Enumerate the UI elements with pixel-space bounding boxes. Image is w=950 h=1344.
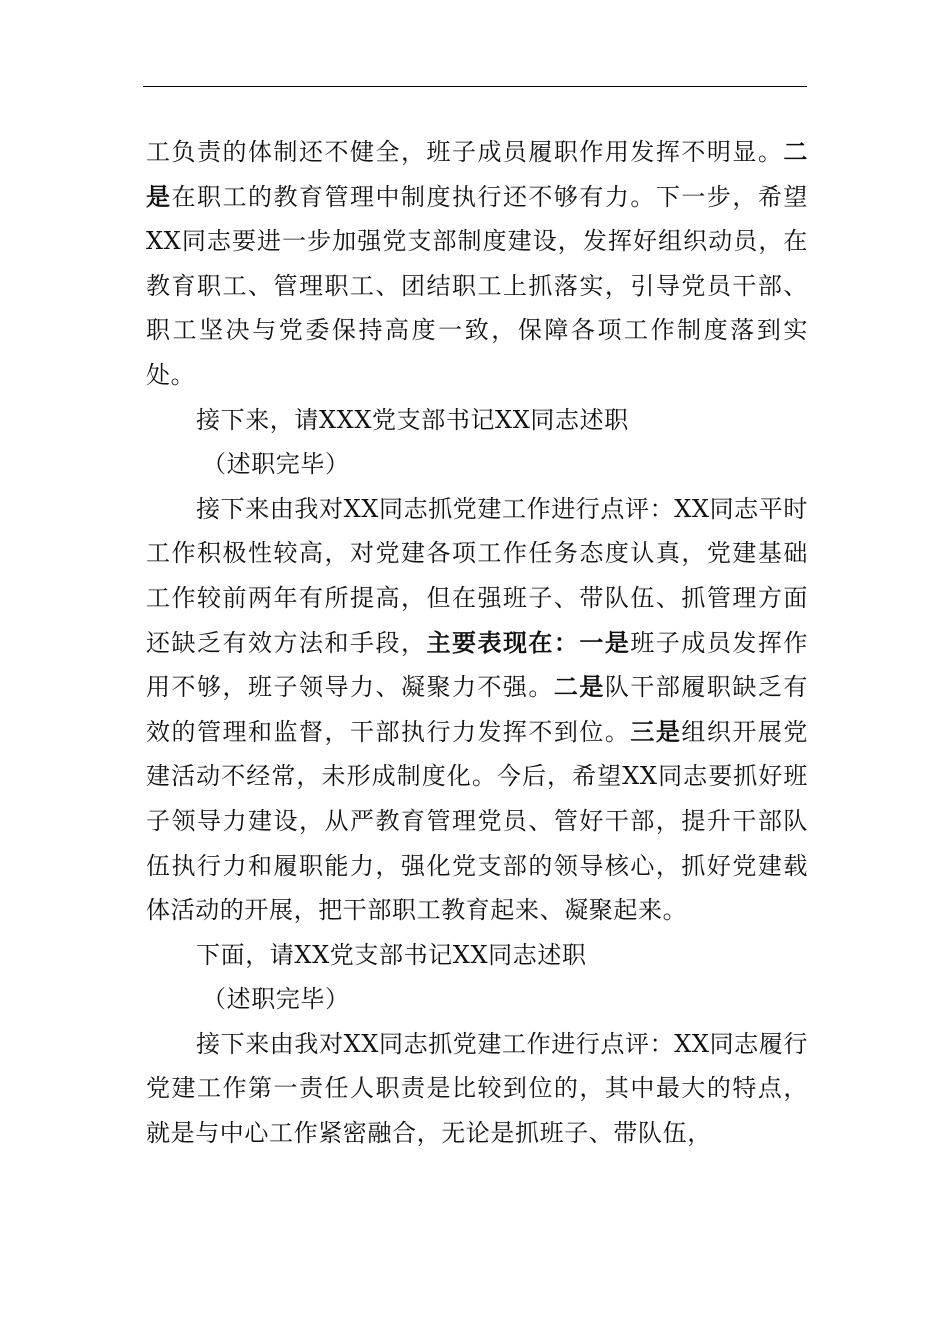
bold-text: 三是 (630, 716, 682, 746)
document-body (146, 130, 808, 1156)
text-run: 在职工的教育管理中制度执行还不够有力。下一步，希望XX同志要进一步加强党支部制度建设，发挥好组织动员，在教育职工、管理职工、团结职工上抓落实，引导党员干部、职工坚决与党委保持高度一致，保障各项工作制度落到实处。 (146, 182, 808, 389)
text-run: 队干部履职缺乏有效的管理和监督，干部执行力发挥不到位。 (146, 673, 808, 746)
text-run: 组织开展党建活动不经常，未形成制度化。今后，希望XX同志要抓好班子领导力建设，从严教育管理党员、管好干部，提升干部队伍执行力和履职能力，强化党支部的领导核心，抓好党建载体活动的开展，把干部职工教育起来、凝聚起来。 (146, 717, 809, 925)
paragraph-p7 (146, 1022, 808, 1156)
text-run: 班子成员发挥作用不够，班子领导力、凝聚力不强。 (146, 628, 808, 702)
text-run: 接下来由我对XX同志抓党建工作进行点评：XX同志履行党建工作第一责任人职责是比较到位的，其中最大的特点，就是与中心工作紧密融合，无论是抓班子、带队伍， (146, 1029, 808, 1148)
text-run: （述职完毕） (202, 985, 350, 1014)
paragraph-p1 (146, 130, 808, 398)
header-rule (143, 86, 807, 87)
paragraph-p6 (146, 977, 808, 1022)
text-run: 接下来由我对XX同志抓党建工作进行点评：XX同志平时工作积极性较高，对党建各项工作任务态度认真，党建基础工作较前两年有所提高，但在强班子、带队伍、抓管理方面还缺乏有效方法和手段， (146, 494, 808, 657)
paragraph-p3 (146, 442, 808, 487)
paragraph-p4 (146, 487, 808, 933)
paragraph-p5 (146, 933, 808, 978)
text-run: 工负责的体制还不健全，班子成员履职作用发挥不明显。 (146, 138, 784, 166)
bold-text: 二是 (146, 137, 808, 211)
paragraph-p2 (146, 398, 808, 443)
text-run: （述职完毕） (202, 450, 350, 479)
text-run: 下面，请XX党支部书记XX同志述职 (196, 940, 587, 969)
bold-text: 主要表现在：一是 (426, 627, 631, 657)
bold-text: 二是 (553, 672, 605, 702)
text-run: 接下来，请XXX党支部书记XX同志述职 (196, 405, 629, 434)
